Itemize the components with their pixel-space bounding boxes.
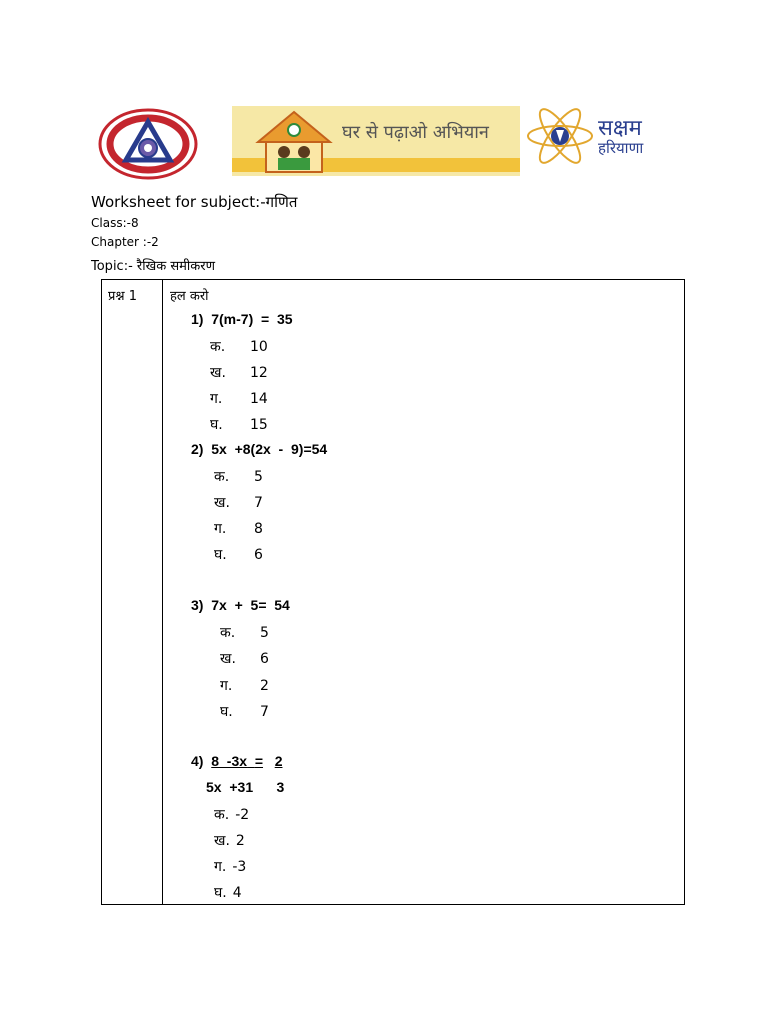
- option: घ. 15: [210, 417, 268, 433]
- question-1: 1) 7(m-7) = 35: [191, 311, 293, 327]
- question-number: प्रश्न 1: [108, 289, 137, 304]
- option: क. 5: [220, 625, 269, 641]
- campaign-banner: [232, 106, 520, 176]
- option: घ. 6: [214, 547, 263, 563]
- scert-haryana-emblem: [96, 108, 200, 180]
- option: ख. 2: [214, 833, 245, 849]
- house-icon: [254, 108, 334, 174]
- option: घ. 4: [214, 885, 242, 901]
- question-4-denominator: 5x +31 3: [206, 779, 285, 795]
- brand-subtitle: हरियाणा: [598, 139, 644, 157]
- option: घ. 7: [220, 704, 269, 720]
- brand-title: सक्षम: [598, 116, 642, 141]
- campaign-title: घर से पढ़ाओ अभियान: [342, 122, 489, 143]
- option: ख. 7: [214, 495, 263, 511]
- atom-logo-icon: [524, 108, 596, 164]
- worksheet-subject: Worksheet for subject:-गणित: [91, 193, 298, 211]
- option: ग. -3: [214, 859, 247, 875]
- worksheet-class: Class:-8: [91, 216, 139, 230]
- option: ग. 8: [214, 521, 263, 537]
- option: ख. 6: [220, 651, 269, 667]
- option: क. -2: [214, 807, 250, 823]
- worksheet-chapter: Chapter :-2: [91, 235, 159, 249]
- instruction: हल करो: [170, 289, 209, 304]
- option: क. 5: [214, 469, 263, 485]
- question-table: [101, 279, 685, 905]
- option: ग. 14: [210, 391, 268, 407]
- question-3: 3) 7x + 5= 54: [191, 597, 290, 613]
- option: क. 10: [210, 339, 268, 355]
- question-2: 2) 5x +8(2x - 9)=54: [191, 441, 328, 457]
- option: ग. 2: [220, 678, 269, 694]
- option: ख. 12: [210, 365, 268, 381]
- question-4: 4) 8 -3x = 2: [191, 753, 283, 769]
- worksheet-topic: Topic:- रैखिक समीकरण: [91, 259, 215, 274]
